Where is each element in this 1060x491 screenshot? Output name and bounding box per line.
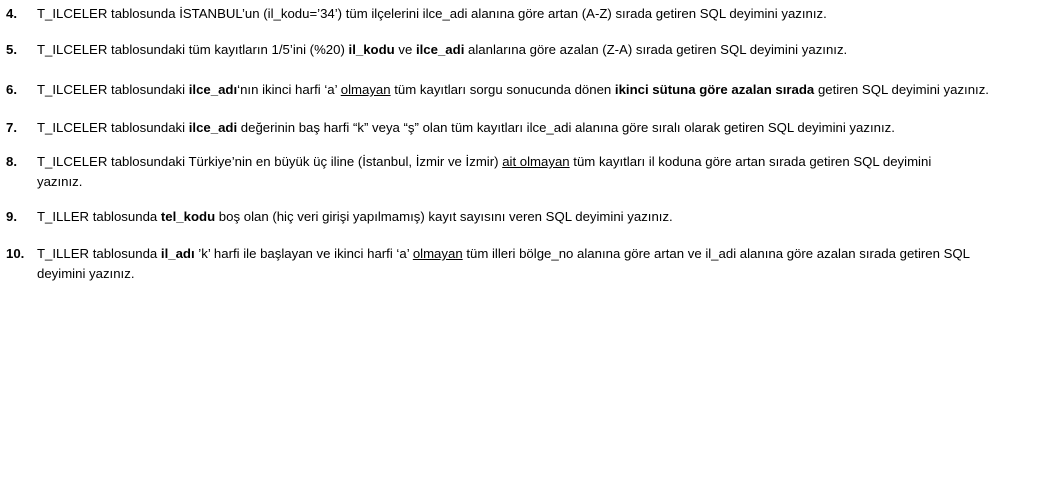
question-text: T_ILLER tablosunda (37, 246, 161, 261)
question-number: 6. (6, 82, 17, 97)
underlined-term: ait olmayan (502, 154, 570, 169)
question-text: T_ILCELER tablosundaki tüm kayıtların 1/5’ini (%20) (37, 42, 349, 57)
question-number: 8. (6, 154, 17, 169)
question-number: 10. (6, 246, 25, 261)
question-text-line (37, 80, 989, 100)
question-text: ’k’ harfi ile başlayan ve ikinci harfi ‘a’ (194, 246, 413, 261)
question-text: tüm kayıtları il koduna göre artan sırada getiren SQL deyimini (569, 154, 932, 169)
question-text-line (37, 40, 847, 60)
bold-term: ikinci sütuna göre azalan sırada (614, 82, 815, 97)
question-text: yazınız. (37, 174, 83, 189)
question-text: ‘nın ikinci harfi ‘a’ (237, 82, 341, 97)
question-number: 5. (6, 42, 17, 57)
question-text-line (37, 118, 895, 138)
question-text: ve (394, 42, 416, 57)
bold-term: il_adı (160, 246, 195, 261)
question-text: değerinin baş harfi “k” veya “ş” olan tüm kayıtları ilce_adi alanına göre sıralı olarak getiren SQL deyimini yazınız. (237, 120, 895, 135)
bold-term: tel_kodu (160, 209, 216, 224)
bold-term: il_kodu (348, 42, 395, 57)
question-text: T_ILCELER tablosunda İSTANBUL’un (il_kodu=’34’) tüm ilçelerini ilce_adi alanına göre artan (A-Z) sırada getiren SQL deyimini yazınız. (37, 6, 827, 21)
question-text: alanlarına göre azalan (Z-A) sırada getiren SQL deyimini yazınız. (464, 42, 848, 57)
question-number: 9. (6, 209, 17, 224)
question-text: T_ILLER tablosunda (37, 209, 161, 224)
underlined-term: olmayan (340, 82, 391, 97)
question-text-line (37, 207, 673, 227)
question-text-line (37, 244, 970, 264)
bold-term: ilce_adi (188, 120, 238, 135)
bold-term: ilce_adi (415, 42, 465, 57)
underlined-term: olmayan (412, 246, 463, 261)
question-text-line (37, 152, 931, 172)
question-text: T_ILCELER tablosundaki (37, 82, 189, 97)
question-text-line (37, 172, 82, 192)
question-text: T_ILCELER tablosundaki Türkiye’nin en büyük üç iline (İstanbul, İzmir ve İzmir) (37, 154, 503, 169)
question-text: tüm illeri bölge_no alanına göre artan ve il_adi alanına göre azalan sırada getiren SQL (462, 246, 970, 261)
question-text: boş olan (hiç veri girişi yapılmamış) kayıt sayısını veren SQL deyimini yazınız. (215, 209, 673, 224)
question-number: 4. (6, 6, 17, 21)
question-text: T_ILCELER tablosundaki (37, 120, 189, 135)
question-number: 7. (6, 120, 17, 135)
question-text: tüm kayıtları sorgu sonucunda dönen (390, 82, 615, 97)
question-text: getiren SQL deyimini yazınız. (814, 82, 989, 97)
question-text: deyimini yazınız. (37, 266, 135, 281)
question-text-line (37, 264, 134, 284)
question-text-line (37, 4, 827, 24)
bold-term: ilce_adı (188, 82, 238, 97)
